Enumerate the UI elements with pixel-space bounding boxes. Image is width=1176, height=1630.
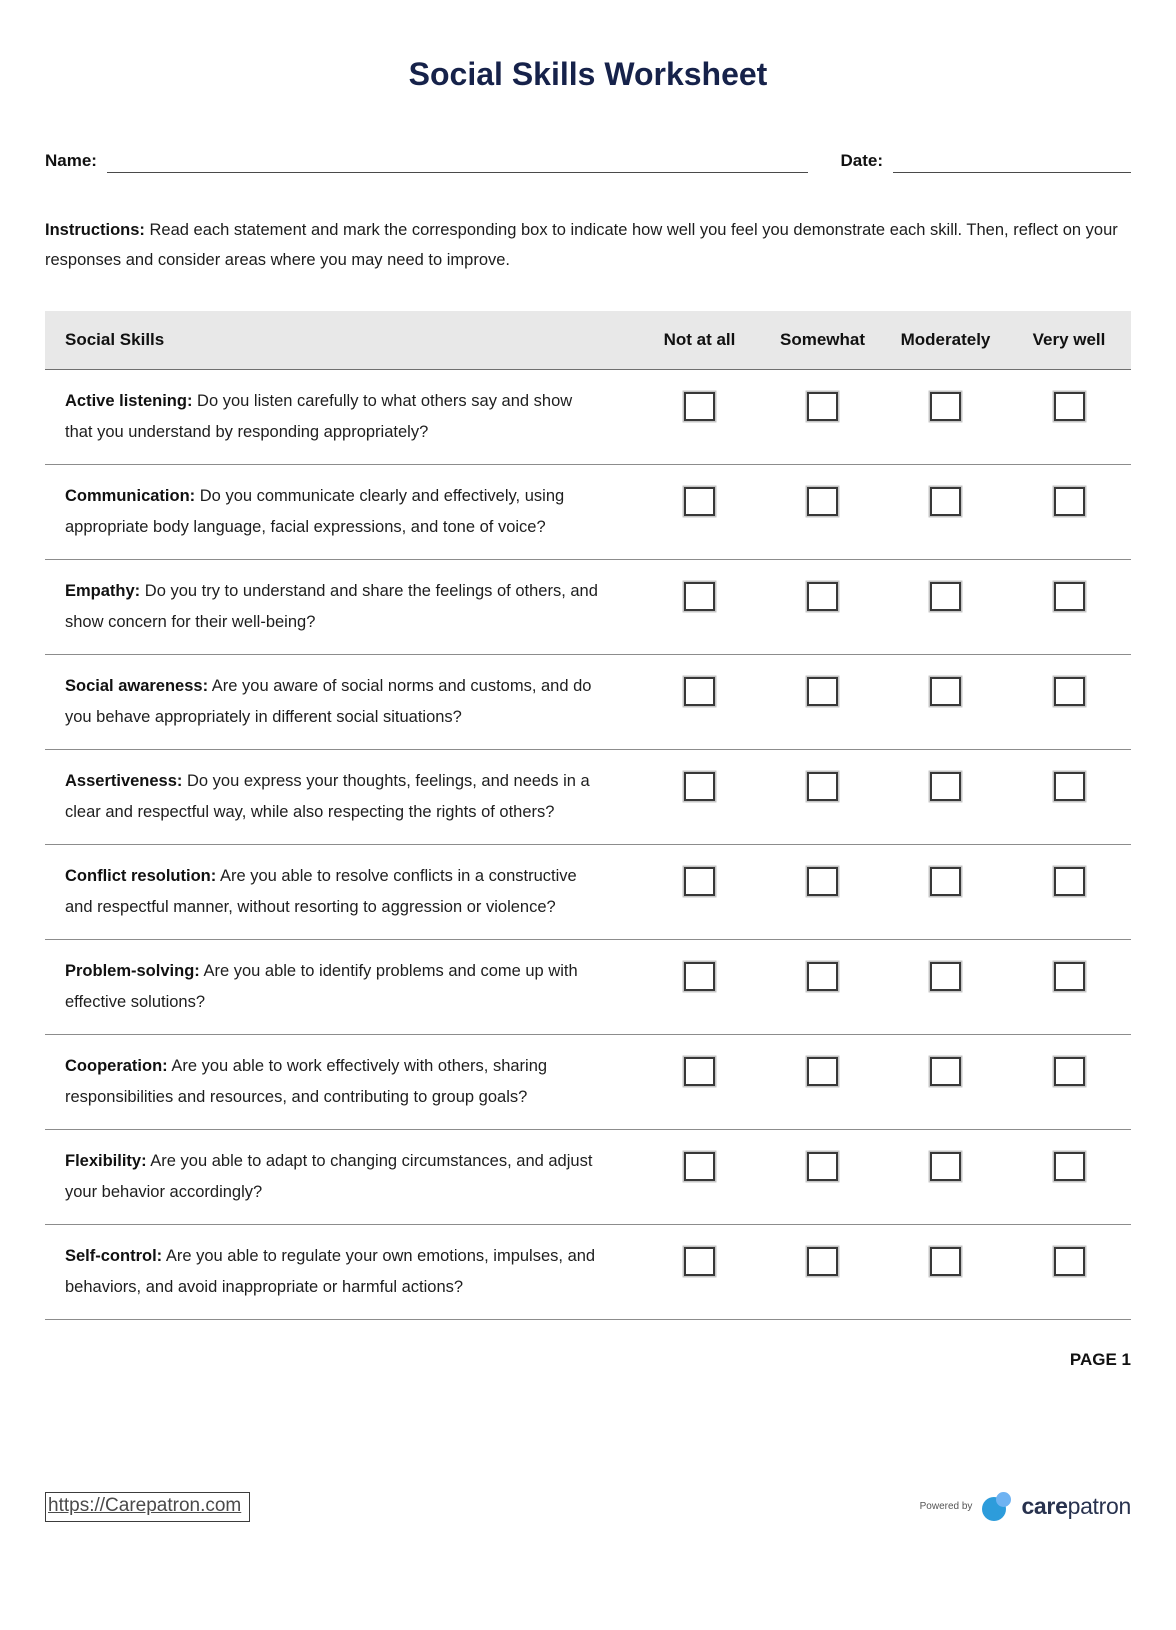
- column-header-social-skills: Social Skills: [65, 330, 165, 349]
- checkbox-somewhat[interactable]: [807, 487, 838, 516]
- check-cell: [761, 1144, 884, 1208]
- check-cell: [884, 859, 1007, 923]
- row-conflict-resolution: [45, 845, 1131, 940]
- skill-description: Are you able to regulate your own emotions, impulses, and behaviors, and avoid inappropriate or harmful actions?: [65, 1247, 596, 1296]
- skill-text: [45, 764, 638, 828]
- check-cell: [1007, 384, 1131, 448]
- skill-text: [45, 669, 638, 733]
- checkbox-very-well[interactable]: [1054, 1057, 1085, 1086]
- check-cell: [884, 1239, 1007, 1303]
- checkbox-not-at-all[interactable]: [684, 772, 715, 801]
- skill-name: Assertiveness:: [65, 772, 183, 790]
- checkbox-somewhat[interactable]: [807, 392, 838, 421]
- brand-care: care: [1021, 1493, 1068, 1519]
- skill-description: Do you express your thoughts, feelings, and needs in a clear and respectful way, while also respecting the rights of others?: [65, 772, 590, 821]
- date-label: Date:: [840, 151, 883, 170]
- checkbox-moderately[interactable]: [930, 392, 961, 421]
- check-cell: [761, 384, 884, 448]
- carepatron-logo-icon: [981, 1491, 1012, 1522]
- row-problem-solving: [45, 940, 1131, 1035]
- check-cell: [761, 479, 884, 543]
- skill-description: Do you communicate clearly and effectively, using appropriate body language, facial expressions, and tone of voice?: [65, 487, 565, 536]
- checkbox-somewhat[interactable]: [807, 1057, 838, 1086]
- column-header-somewhat: Somewhat: [779, 330, 866, 349]
- skill-description: Are you able to resolve conflicts in a constructive and respectful manner, without resorting to aggression or violence?: [65, 867, 577, 916]
- checkbox-moderately[interactable]: [930, 867, 961, 896]
- checkbox-moderately[interactable]: [930, 582, 961, 611]
- check-cell: [638, 1144, 761, 1208]
- skill-name: Empathy:: [65, 582, 141, 600]
- skill-description: Are you able to work effectively with others, sharing responsibilities and resources, and contributing to group goals?: [65, 1057, 548, 1106]
- skill-name: Social awareness:: [65, 677, 209, 695]
- check-cell: [638, 954, 761, 1018]
- checkbox-somewhat[interactable]: [807, 1247, 838, 1276]
- skill-text: [45, 574, 638, 638]
- checkbox-not-at-all[interactable]: [684, 392, 715, 421]
- column-header-not-at-all: Not at all: [663, 330, 736, 349]
- checkbox-very-well[interactable]: [1054, 1152, 1085, 1181]
- checkbox-very-well[interactable]: [1054, 487, 1085, 516]
- checkbox-somewhat[interactable]: [807, 677, 838, 706]
- checkbox-very-well[interactable]: [1054, 392, 1085, 421]
- name-label: Name:: [45, 151, 97, 170]
- checkbox-not-at-all[interactable]: [684, 1152, 715, 1181]
- table-header: [45, 311, 1131, 370]
- skill-name: Active listening:: [65, 392, 193, 410]
- brand-wordmark: [1021, 1493, 1131, 1520]
- checkbox-moderately[interactable]: [930, 677, 961, 706]
- check-cell: [884, 479, 1007, 543]
- row-assertiveness: [45, 750, 1131, 845]
- checkbox-very-well[interactable]: [1054, 677, 1085, 706]
- checkbox-moderately[interactable]: [930, 1057, 961, 1086]
- skill-description: Are you aware of social norms and customs, and do you behave appropriately in different social situations?: [65, 677, 592, 726]
- skill-text: [45, 954, 638, 1018]
- check-cell: [638, 1239, 761, 1303]
- checkbox-very-well[interactable]: [1054, 772, 1085, 801]
- check-cell: [761, 859, 884, 923]
- check-cell: [638, 859, 761, 923]
- row-self-control: [45, 1225, 1131, 1320]
- checkbox-very-well[interactable]: [1054, 1247, 1085, 1276]
- check-cell: [638, 1049, 761, 1113]
- checkbox-moderately[interactable]: [930, 962, 961, 991]
- checkbox-not-at-all[interactable]: [684, 867, 715, 896]
- row-empathy: [45, 560, 1131, 655]
- checkbox-somewhat[interactable]: [807, 582, 838, 611]
- checkbox-moderately[interactable]: [930, 1247, 961, 1276]
- check-cell: [761, 764, 884, 828]
- check-cell: [761, 954, 884, 1018]
- page-footer: [45, 1491, 1131, 1522]
- checkbox-very-well[interactable]: [1054, 962, 1085, 991]
- brand-patron: patron: [1067, 1493, 1131, 1519]
- instructions-label: Instructions:: [45, 221, 145, 239]
- row-flexibility: [45, 1130, 1131, 1225]
- check-cell: [884, 764, 1007, 828]
- instructions: [45, 215, 1131, 275]
- check-cell: [761, 574, 884, 638]
- check-cell: [1007, 859, 1131, 923]
- checkbox-not-at-all[interactable]: [684, 962, 715, 991]
- check-cell: [1007, 479, 1131, 543]
- check-cell: [638, 479, 761, 543]
- column-header-very-well: Very well: [1032, 330, 1106, 349]
- row-communication: [45, 465, 1131, 560]
- powered-by-label: Powered by: [919, 1501, 973, 1512]
- check-cell: [1007, 669, 1131, 733]
- skill-text: [45, 384, 638, 448]
- check-cell: [1007, 1049, 1131, 1113]
- checkbox-very-well[interactable]: [1054, 867, 1085, 896]
- page-title: Social Skills Worksheet: [408, 56, 768, 92]
- skill-text: [45, 859, 638, 923]
- checkbox-not-at-all[interactable]: [684, 1247, 715, 1276]
- row-active-listening: [45, 370, 1131, 465]
- checkbox-moderately[interactable]: [930, 1152, 961, 1181]
- checkbox-somewhat[interactable]: [807, 772, 838, 801]
- check-cell: [761, 669, 884, 733]
- checkbox-not-at-all[interactable]: [684, 677, 715, 706]
- skill-name: Communication:: [65, 487, 196, 505]
- name-input-line[interactable]: [107, 151, 809, 173]
- checkbox-somewhat[interactable]: [807, 962, 838, 991]
- skill-text: [45, 479, 638, 543]
- row-cooperation: [45, 1035, 1131, 1130]
- check-cell: [884, 1049, 1007, 1113]
- skill-name: Self-control:: [65, 1247, 163, 1265]
- skill-description: Do you try to understand and share the feelings of others, and show concern for their well-being?: [65, 582, 598, 631]
- check-cell: [638, 764, 761, 828]
- skill-text: [45, 1144, 638, 1208]
- skill-name: Conflict resolution:: [65, 867, 217, 885]
- checkbox-not-at-all[interactable]: [684, 1057, 715, 1086]
- column-header-moderately: Moderately: [900, 330, 991, 349]
- footer-link[interactable]: https://Carepatron.com: [45, 1492, 250, 1522]
- checkbox-not-at-all[interactable]: [684, 487, 715, 516]
- checkbox-moderately[interactable]: [930, 772, 961, 801]
- skill-description: Are you able to adapt to changing circumstances, and adjust your behavior accordingly?: [65, 1152, 593, 1201]
- check-cell: [761, 1049, 884, 1113]
- checkbox-very-well[interactable]: [1054, 582, 1085, 611]
- page-number: PAGE 1: [1069, 1350, 1131, 1369]
- check-cell: [761, 1239, 884, 1303]
- instructions-text: Read each statement and mark the corresponding box to indicate how well you feel you demonstrate each skill. Then, reflect on your responses and consider areas where you may need to improve.: [45, 221, 1118, 269]
- checkbox-moderately[interactable]: [930, 487, 961, 516]
- checkbox-somewhat[interactable]: [807, 1152, 838, 1181]
- skill-name: Flexibility:: [65, 1152, 147, 1170]
- check-cell: [884, 384, 1007, 448]
- skill-description: Do you listen carefully to what others say and show that you understand by responding appropriately?: [65, 392, 573, 441]
- check-cell: [1007, 1239, 1131, 1303]
- name-date-row: [45, 151, 1131, 173]
- check-cell: [1007, 1144, 1131, 1208]
- skill-description: Are you able to identify problems and come up with effective solutions?: [65, 962, 578, 1011]
- skill-name: Problem-solving:: [65, 962, 200, 980]
- skill-name: Cooperation:: [65, 1057, 168, 1075]
- check-cell: [884, 574, 1007, 638]
- check-cell: [1007, 954, 1131, 1018]
- checkbox-not-at-all[interactable]: [684, 582, 715, 611]
- check-cell: [638, 669, 761, 733]
- check-cell: [1007, 764, 1131, 828]
- checkbox-somewhat[interactable]: [807, 867, 838, 896]
- skill-text: [45, 1239, 638, 1303]
- skills-table: [45, 311, 1131, 1320]
- check-cell: [884, 954, 1007, 1018]
- skill-text: [45, 1049, 638, 1113]
- date-input-line[interactable]: [893, 151, 1131, 173]
- check-cell: [638, 574, 761, 638]
- row-social-awareness: [45, 655, 1131, 750]
- check-cell: [638, 384, 761, 448]
- check-cell: [884, 669, 1007, 733]
- check-cell: [884, 1144, 1007, 1208]
- check-cell: [1007, 574, 1131, 638]
- carepatron-brand: [920, 1491, 1131, 1522]
